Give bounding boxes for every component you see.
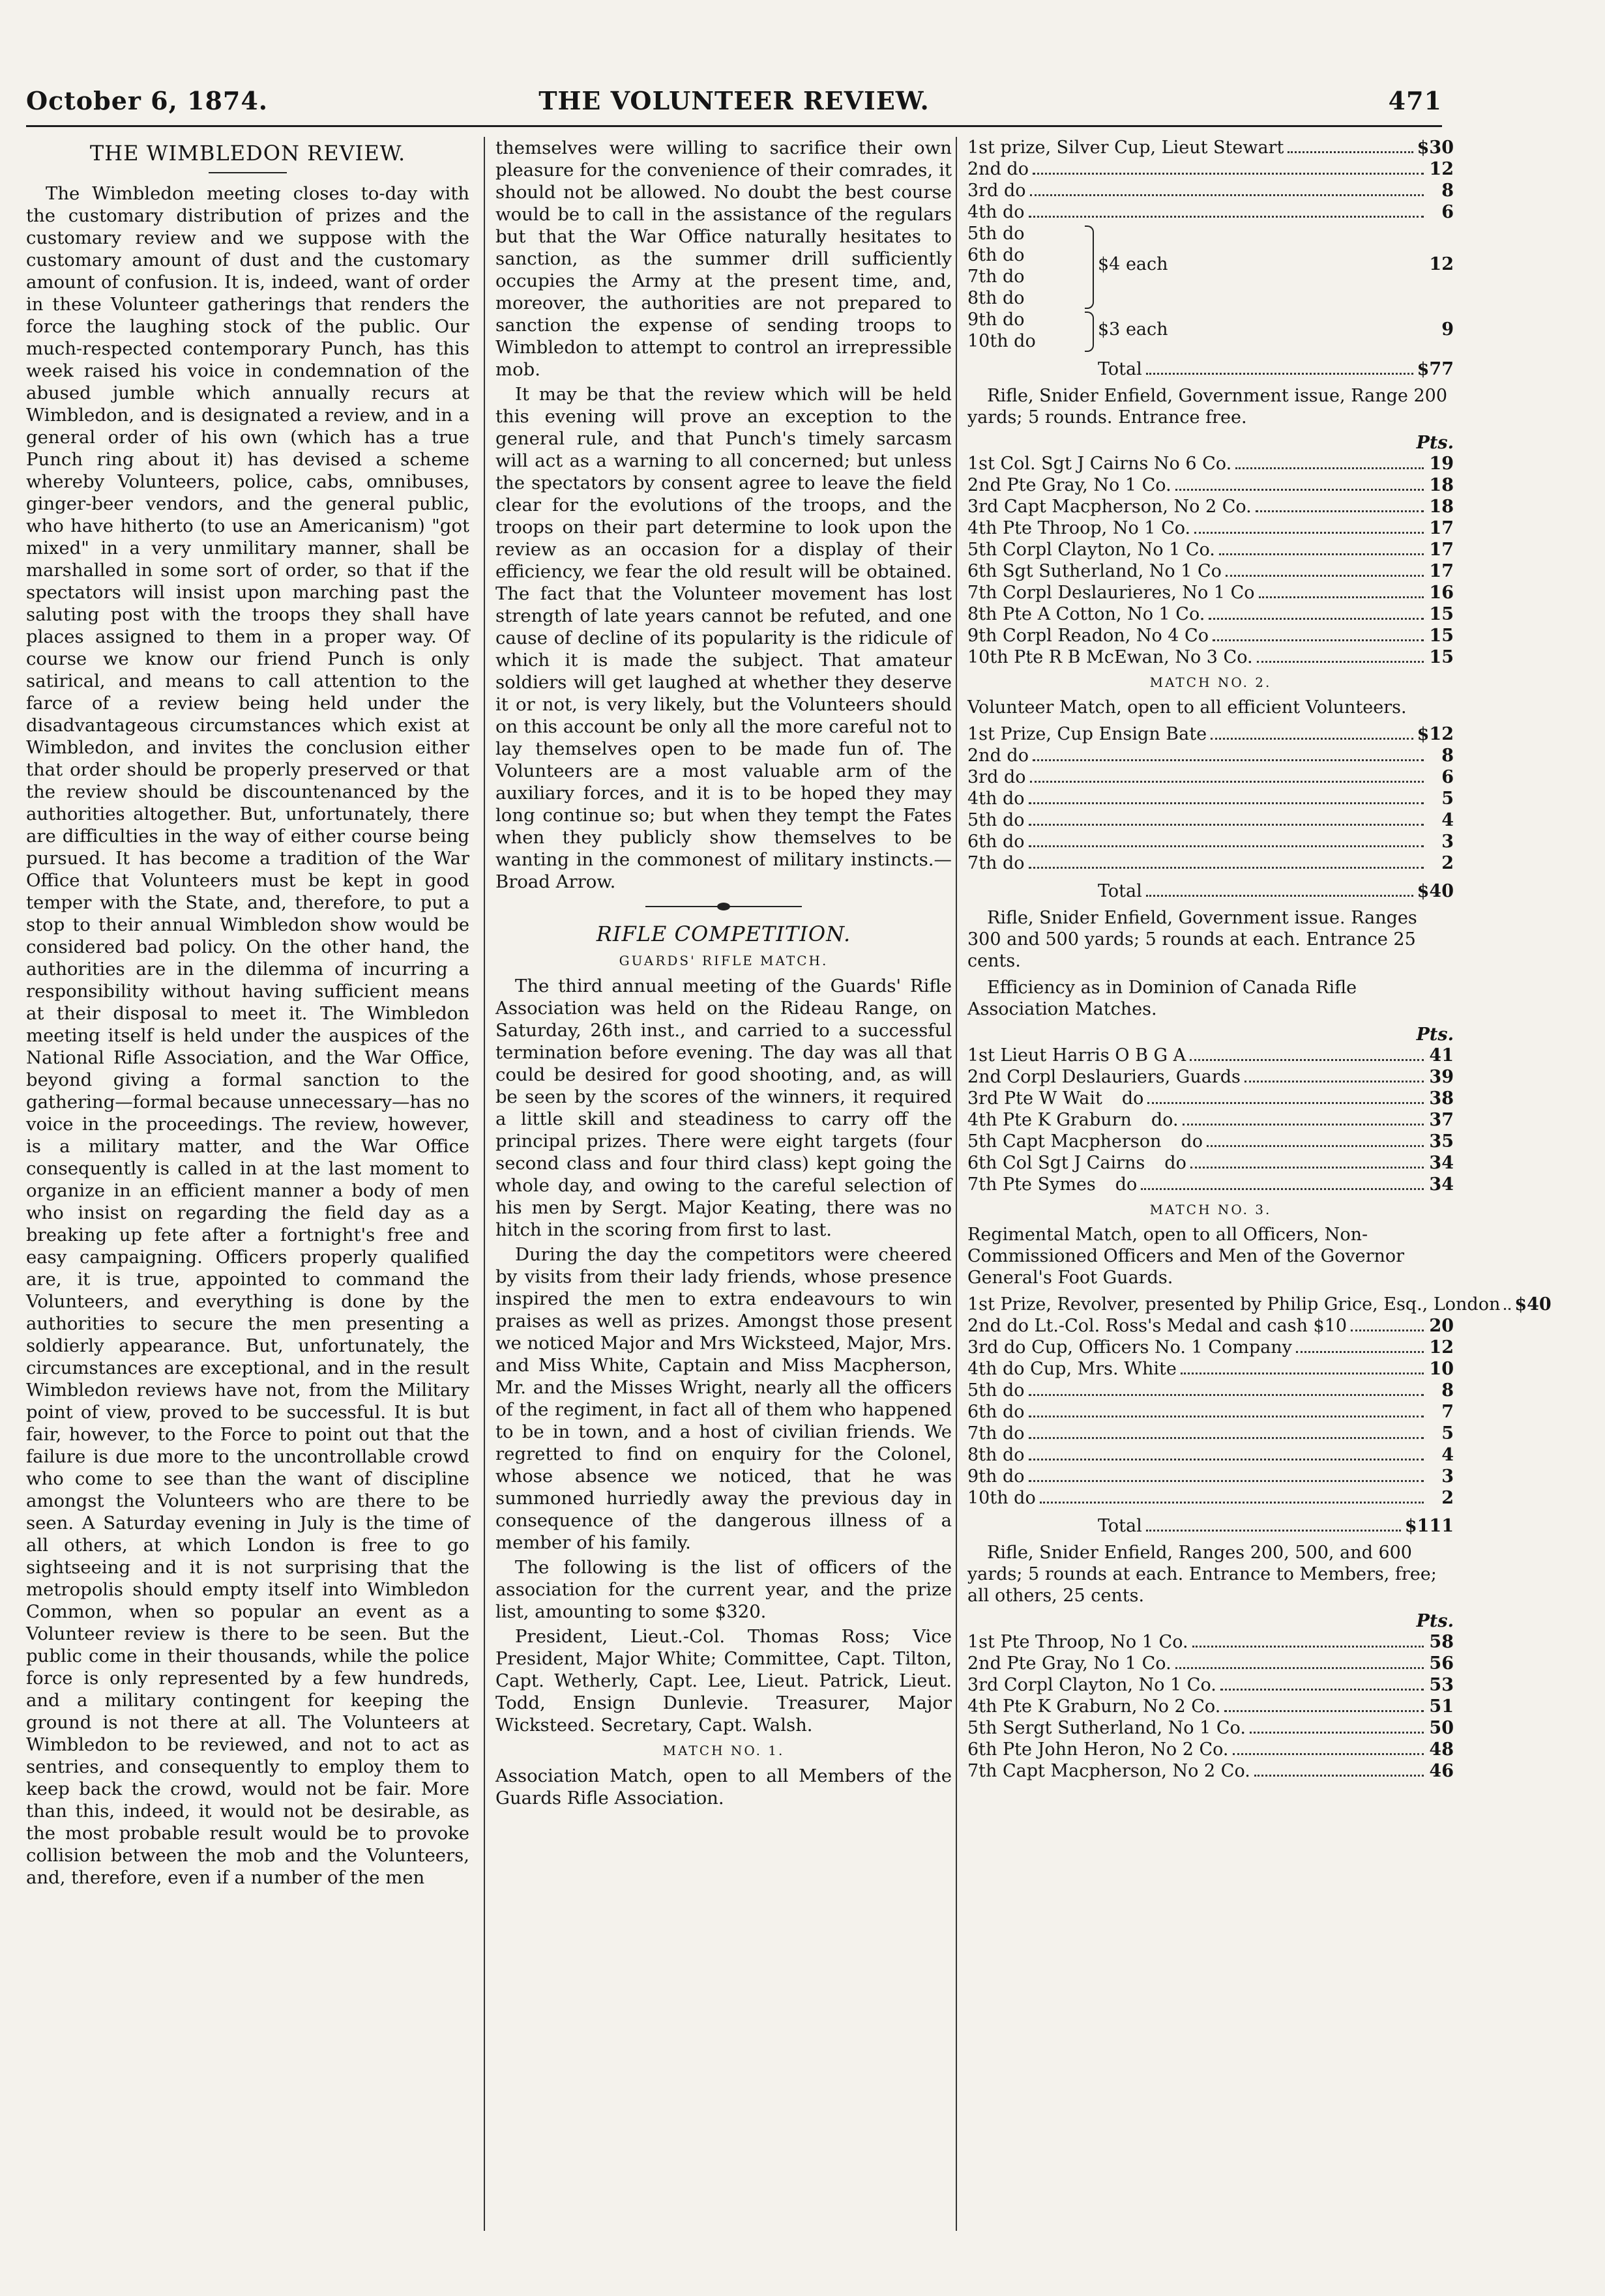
row-label: 2nd do [967, 746, 1029, 766]
match1-scores [967, 453, 1454, 668]
row-value: 58 [1429, 1632, 1454, 1652]
leader-dots [1029, 802, 1424, 804]
row-value: 18 [1429, 497, 1454, 517]
row-value: 51 [1429, 1696, 1454, 1717]
leader-dots [1029, 867, 1424, 869]
prize-row [967, 1294, 1552, 1315]
row-label: 2nd Pte Gray, No 1 Co. [967, 1653, 1171, 1674]
prize-group-3-each [967, 309, 1454, 352]
title-rule [209, 172, 287, 173]
leader-dots [1233, 1753, 1424, 1755]
row-label: 4th do [967, 789, 1025, 809]
row-label: 5th do [967, 1380, 1025, 1401]
leader-dots [1296, 1351, 1424, 1353]
row-label: 4th Pte K Graburn, No 2 Co. [967, 1696, 1221, 1717]
match-heading: MATCH NO. 2. [1149, 675, 1272, 690]
score-row [967, 517, 1454, 539]
row-value: 8 [1441, 1380, 1454, 1401]
leader-dots [1141, 1188, 1424, 1190]
match3-scores [967, 1631, 1454, 1782]
row-value: 17 [1429, 518, 1454, 538]
row-value: 18 [1429, 475, 1454, 495]
row-value: 17 [1429, 540, 1454, 560]
row-value: 56 [1429, 1653, 1454, 1674]
leader-dots [1192, 1646, 1424, 1648]
prize-row [967, 723, 1454, 745]
row-value: 48 [1429, 1739, 1454, 1760]
row-label: 3rd do [967, 181, 1026, 201]
group-value: 9 [1441, 319, 1454, 340]
row-value: 46 [1429, 1761, 1454, 1781]
leader-dots [1147, 1102, 1424, 1104]
row-label: 3rd Capt Macpherson, No 2 Co. [967, 497, 1252, 517]
leader-dots [1219, 553, 1424, 555]
total-row: Total $77 [1098, 359, 1454, 379]
prize-row [967, 1315, 1454, 1337]
row-label: 3rd do Cup, Officers No. 1 Company [967, 1337, 1292, 1358]
row-value: 15 [1429, 604, 1454, 624]
row-label: 7th Corpl Deslaurieres, No 1 Co [967, 583, 1255, 603]
leader-dots [1033, 759, 1424, 761]
row-unit: do [1181, 1131, 1203, 1152]
score-row [967, 1717, 1454, 1739]
row-label: 7th do [967, 267, 1025, 287]
leader-dots [1194, 532, 1424, 534]
row-label: 8th Pte A Cotton, No 1 Co. [967, 604, 1205, 624]
leader-dots [1213, 639, 1424, 641]
prize-row [967, 831, 1454, 852]
row-label: 2nd Pte Gray, No 1 Co. [967, 475, 1171, 495]
leader-dots [1244, 1081, 1424, 1083]
row-label: 4th Pte Throop, No 1 Co. [967, 518, 1191, 538]
leader-dots [1033, 173, 1424, 175]
leader-dots [1029, 1459, 1424, 1460]
row-label: 2nd do [967, 159, 1029, 179]
row-value: 3 [1441, 832, 1454, 852]
prize-row [967, 223, 1454, 244]
leader-dots [1190, 1059, 1424, 1061]
row-value: 4 [1441, 810, 1454, 830]
row-label: 7th do [967, 853, 1025, 873]
match-heading: MATCH NO. 1. [662, 1743, 785, 1758]
row-label: 6th Col Sgt J Cairns [967, 1153, 1145, 1173]
leader-dots [1207, 1145, 1424, 1147]
row-label: 1st Col. Sgt J Cairns No 6 Co. [967, 454, 1232, 474]
row-value: 8 [1441, 746, 1454, 766]
row-label: 5th do [967, 810, 1025, 830]
row-label: 7th Capt Macpherson, No 2 Co. [967, 1761, 1250, 1781]
row-value: 3 [1441, 1466, 1454, 1487]
row-label: 4th Pte K Graburn [967, 1110, 1132, 1130]
row-value: 12 [1429, 1337, 1454, 1358]
score-row [967, 474, 1454, 496]
row-label: 9th do [967, 1466, 1025, 1487]
prize-row [967, 788, 1454, 809]
column-1 [26, 137, 469, 2231]
article-paragraph: During the day the competitors were cheered by visits from their lady friends, whose presence inspired the men to extra endeavours to win praises as well as prizes. Amongst those present we noticed Major and Mrs Wicksteed, Major, Mrs. and Miss White, Captain and Miss Macpherson, Mr. and the Misses Wright, nearly all the officers of the regiment, in fact all of them who happened to be in town, and a host of civilian friends. We regretted to find on enquiry for the Colonel, whose absence we noticed, that he was summoned hurriedly away the previous day in consequence of the dangerous illness of a member of his family. [495, 1244, 952, 1553]
group-label: $4 each [1098, 254, 1168, 274]
brace [1085, 225, 1094, 309]
article-title-wimbledon: THE WIMBLEDON REVIEW. [89, 141, 406, 166]
match-description: Volunteer Match, open to all efficient Volunteers. [967, 697, 1407, 718]
points-unit: Pts. [1416, 433, 1454, 453]
leader-dots [1183, 1124, 1424, 1126]
row-label: 5th do [967, 224, 1025, 244]
row-label: 10th do [967, 1488, 1036, 1508]
row-label: 10th Pte R B McEwan, No 3 Co. [967, 647, 1253, 667]
prize-row [967, 1358, 1454, 1380]
article-paragraph: themselves were willing to sacrifice their own pleasure for the convenience of their comrades, it should not be allowed. No doubt the best course would be to call in the assistance of the regulars but that the War Office naturally hesitates to sanction, as the summer drill sufficiently occupies the Army at the present time, and, moreover, the authorities are not prepared to sanction the expense of sending troops to Wimbledon to attempt to control an irrepressible mob. [495, 138, 952, 380]
row-unit: do [1164, 1153, 1186, 1173]
row-label: 6th Pte John Heron, No 2 Co. [967, 1739, 1229, 1760]
row-label: 3rd Corpl Clayton, No 1 Co. [967, 1675, 1216, 1695]
prize-row [967, 287, 1454, 309]
row-label: 4th do Cup, Mrs. White [967, 1359, 1177, 1379]
header-rule [26, 125, 1442, 127]
prize-row [967, 809, 1454, 831]
score-row [967, 1739, 1454, 1760]
row-label: 1st prize, Silver Cup, Lieut Stewart [967, 138, 1284, 158]
row-value: 6 [1441, 767, 1454, 787]
match3-prize-list [967, 1294, 1552, 1509]
article-title-rifle: RIFLE COMPETITION. [596, 922, 851, 946]
prize-row [967, 745, 1454, 766]
prize-row [967, 766, 1454, 788]
score-row [967, 1674, 1454, 1696]
score-row [967, 1131, 1454, 1152]
row-label: 3rd Pte W Wait [967, 1088, 1102, 1109]
row-label: 2nd do Lt.-Col. Ross's Medal and cash $10 [967, 1316, 1347, 1336]
prize-row [967, 201, 1454, 223]
leader-dots [1181, 1373, 1424, 1374]
score-row [967, 1045, 1454, 1066]
leader-dots [1250, 1732, 1424, 1734]
score-row [967, 603, 1454, 625]
match-description: Association Match, open to all Members of the Guards Rifle Association. [495, 1766, 952, 1809]
match-heading: MATCH NO. 3. [1149, 1202, 1272, 1217]
match2-prize-list [967, 723, 1454, 874]
row-unit: do. [1151, 1110, 1179, 1130]
row-label: 7th do [967, 1423, 1025, 1444]
article-paragraph: President, Lieut.-Col. Thomas Ross; Vice President, Major White; Committee, Capt. Tilton, Capt. Wetherly, Capt. Lee, Lieut. Patrick, Lieut. Todd, Ensign Dunlevie. Treasurer, Major Wicksteed. Secretary, Capt. Walsh. [495, 1626, 952, 1736]
score-row [967, 1066, 1454, 1088]
row-label: 5th Sergt Sutherland, No 1 Co. [967, 1718, 1246, 1738]
prize-group-4-each [967, 223, 1454, 309]
row-value: 8 [1441, 181, 1454, 201]
leader-dots [1235, 467, 1424, 469]
row-value: 50 [1429, 1718, 1454, 1738]
row-label: 1st Lieut Harris O B G A [967, 1045, 1186, 1066]
prize-row [967, 180, 1454, 201]
prize-row [967, 1466, 1454, 1487]
leader-dots [1256, 510, 1424, 512]
prize-row [967, 1487, 1454, 1509]
row-label: 6th Sgt Sutherland, No 1 Co [967, 561, 1222, 581]
leader-dots [1029, 1480, 1424, 1482]
score-row [967, 1109, 1454, 1131]
article-paragraph: It may be that the review which will be held this evening will prove an exception to the general rule, and that Punch's timely sarcasm will act as a warning to all concerned; but unless the spectators by consent agree to leave the field clear for the evolutions of the troops, and the troops on their part determine to look upon the review as an occasion for a display of their efficiency, we fear the old result will be obtained. The fact that the Volunteer movement has lost strength of late years cannot be refuted, and one cause of decline of its popularity is the ridicule of which it is made the subject. That amateur soldiers will get laughed at whether they deserve it or not, is very likely, but the Volunteers should on this account be only all the more careful not to lay themselves open to be made fun of. The Volunteers are a most valuable arm of the auxiliary forces, and it is to be hoped they may long continue so; but when they tempt the Fates when they publicly show themselves to be wanting in the commonest of military instincts.—Broad Arrow. [495, 384, 952, 892]
row-value: 15 [1429, 626, 1454, 646]
row-value: 7 [1441, 1402, 1454, 1422]
row-value: 20 [1429, 1316, 1454, 1336]
score-row [967, 582, 1454, 603]
row-label: 1st Pte Throop, No 1 Co. [967, 1632, 1188, 1652]
row-label: 9th do [967, 310, 1025, 330]
prize-row [967, 1423, 1454, 1444]
leader-dots [1288, 151, 1413, 153]
leader-dots [1029, 216, 1424, 218]
leader-dots [1190, 1167, 1424, 1169]
leader-dots [1175, 1667, 1424, 1669]
group-value: 12 [1429, 254, 1454, 274]
prize-row [967, 1337, 1454, 1358]
prize-row [967, 330, 1454, 352]
row-label: 6th do [967, 832, 1025, 852]
leader-dots [1209, 618, 1424, 620]
score-row [967, 625, 1454, 647]
match-spec: Rifle, Snider Enfield, Government issue, Range 200 yards; 5 rounds. Entrance free. [967, 386, 1448, 428]
prize-row [967, 158, 1454, 180]
leader-dots [1226, 575, 1424, 577]
leader-dots [1030, 781, 1424, 783]
score-row [967, 1653, 1454, 1674]
match2-scores [967, 1045, 1454, 1195]
prize-row [967, 309, 1454, 330]
row-value: 34 [1429, 1153, 1454, 1173]
row-label: 1st Prize, Cup Ensign Bate [967, 724, 1207, 744]
match-description: Regimental Match, open to all Officers, Non-Commissioned Officers and Men of the Governor General's Foot Guards. [967, 1225, 1405, 1288]
column-3 [956, 137, 1552, 2231]
leader-dots [1351, 1330, 1424, 1331]
score-row [967, 560, 1454, 582]
article-paragraph: The Wimbledon meeting closes to-day with the customary distribution of prizes and the customary review and we suppose with the customary amount of dust and the customary amount of confusion. It is, indeed, want of order in these Volunteer gatherings that renders the force the laughing stock of the public. Our much-respected contemporary Punch, has this week raised his voice in condemnation of the abused jumble which annually recurs at Wimbledon, and is designated a review, and in a general order of his own (which has a true Punch ring about it) has devised a scheme whereby Volunteers, police, cabs, omnibuses, ginger-beer vendors, and the general public, who have hitherto (to use an Americanism) "got mixed" in a very unmilitary manner, shall be marshalled in some sort of order, so that if the spectators will insist upon marching past the saluting post with the troops they shall have places assigned to them in a proper way. Of course we know our friend Punch is only satirical, and means to call attention to the farce of a review being held under the disadvantageous circumstances which exist at Wimbledon, and invites the conclusion either that order should be properly preserved or that the review should be discountenanced by the authorities altogether. But, unfortunately, there are difficulties in the way of either course being pursued. It has become a tradition of the War Office that Volunteers must be kept in good temper with the State, and, therefore, to put a stop to their annual Wimbledon show would be considered bad policy. On the other hand, the authorities are in the dilemma of incurring a responsibility without having sufficient means at their disposal to meet it. The Wimbledon meeting itself is held under the auspices of the National Rifle Association, and the War Office, beyond giving a formal sanction to the gathering—formal because unnecessary—has no voice in the proceedings. The review, however, is a military matter, and the War Office consequently is called in at the last moment to organize in an efficient manner a body of men who insist on regarding the field day as a breaking up fete after a fortnight's free and easy campaigning. Officers properly qualified are, it is true, appointed to command the Volunteers, and everything is done by the authorities to secure the men presenting a soldierly appearance. But, unfortunately, the circumstances are exceptional, and in the result Wimbledon reviews have not, from the Military point of view, proved to be successful. It is but fair, however, to the Force to point out that the failure is due more to the uncontrollable crowd who come to see than the want of discipline amongst the Volunteers who are there to be seen. A Saturday evening in July is the time of all others, at which London is free to go sightseeing and it is not surprising that the metropolis should empty itself into Wimbledon Common, when so popular an event as a Volunteer review is there to be seen. But the public come in their thousands, while the police force is only represented by a few hundreds, and a military contingent for keeping the ground is not there at all. The Volunteers at Wimbledon to be reviewed, and not to act as sentries, and consequently to employ them to keep back the crowd, would not be fair. More than this, indeed, it would not be desirable, as the most probable result would be to provoke collision between the mob and the Volunteers, and, therefore, even if a number of the men [26, 183, 469, 1888]
row-value: 5 [1441, 789, 1454, 809]
prize-row [967, 266, 1454, 287]
prize-row [967, 244, 1454, 266]
leader-dots [1504, 1308, 1510, 1310]
row-label: 3rd do [967, 767, 1026, 787]
row-label: 5th Capt Macpherson [967, 1131, 1162, 1152]
row-label: 7th Pte Symes [967, 1174, 1096, 1195]
score-row [967, 1696, 1454, 1717]
score-row [967, 1631, 1454, 1653]
match-spec: Rifle, Snider Enfield, Government issue. Ranges 300 and 500 yards; 5 rounds at each. Entrance 25 cents. [967, 908, 1417, 971]
page-number: 471 [1388, 86, 1442, 115]
row-value: 34 [1429, 1174, 1454, 1195]
row-value: 15 [1429, 647, 1454, 667]
row-unit: do [1121, 1088, 1144, 1109]
total-row: Total $40 [1098, 881, 1454, 901]
leader-dots [1029, 845, 1424, 847]
leader-dots [1030, 194, 1424, 196]
row-value: 5 [1441, 1423, 1454, 1444]
row-label: 2nd Corpl Deslauriers, Guards [967, 1067, 1241, 1087]
leader-dots [1257, 661, 1424, 663]
row-value: 41 [1429, 1045, 1454, 1066]
page-header [26, 86, 1442, 125]
row-label: 6th do [967, 245, 1025, 265]
row-label: 6th do [967, 1402, 1025, 1422]
column-2 [484, 137, 952, 2231]
leader-dots [1220, 1689, 1424, 1691]
row-label: 9th Corpl Readon, No 4 Co [967, 626, 1209, 646]
article-subtitle: GUARDS' RIFLE MATCH. [619, 953, 829, 968]
row-value: 16 [1429, 583, 1454, 603]
row-label: 8th do [967, 1445, 1025, 1465]
row-value: 19 [1429, 454, 1454, 474]
match-spec: Rifle, Snider Enfield, Ranges 200, 500, and 600 yards; 5 rounds at each. Entrance to Members, free; all others, 25 cents. [967, 1543, 1437, 1606]
prize-row [967, 1444, 1454, 1466]
points-unit: Pts. [1416, 1024, 1454, 1045]
section-divider [645, 906, 802, 907]
row-label: 4th do [967, 202, 1025, 222]
score-row [967, 1088, 1454, 1109]
row-label: 1st Prize, Revolver, presented by Philip Grice, Esq., London [967, 1294, 1501, 1315]
row-value: 37 [1429, 1110, 1454, 1130]
leader-dots [1224, 1710, 1424, 1712]
article-paragraph: The third annual meeting of the Guards' Rifle Association was held on the Rideau Range, on Saturday, 26th inst., and carried to a successful termination before evening. The day was all that could be desired for good shooting, and, as will be seen by the scores of the winners, it required a little skill and steadiness to carry off the principal prizes. There were eight targets (four second class and four third class) kept going the whole day, and owing to the careful selection of his men by Sergt. Major Keating, there was no hitch in the scoring from first to last. [495, 976, 952, 1240]
row-unit: do [1115, 1174, 1138, 1195]
total-row: Total $111 [1098, 1516, 1454, 1536]
row-label: 10th do [967, 331, 1036, 351]
brace [1085, 312, 1094, 352]
prize-row [967, 852, 1454, 874]
score-row [967, 539, 1454, 560]
score-row [967, 453, 1454, 474]
leader-dots [1029, 1394, 1424, 1396]
points-unit: Pts. [1416, 1611, 1454, 1631]
score-row [967, 1152, 1454, 1174]
prize-row [967, 1380, 1454, 1401]
leader-dots [1029, 1416, 1424, 1417]
row-value: 4 [1441, 1445, 1454, 1465]
row-value: 39 [1429, 1067, 1454, 1087]
leader-dots [1175, 489, 1424, 491]
score-row [967, 496, 1454, 517]
row-value: 10 [1429, 1359, 1454, 1379]
row-value: 38 [1429, 1088, 1454, 1109]
row-value: 2 [1441, 1488, 1454, 1508]
leader-dots [1040, 1502, 1424, 1504]
prize-row [967, 1401, 1454, 1423]
row-value: 17 [1429, 561, 1454, 581]
score-row [967, 1760, 1454, 1782]
leader-dots [1254, 1775, 1424, 1777]
row-value: 2 [1441, 853, 1454, 873]
match1-prize-list [967, 137, 1454, 223]
leader-dots [1029, 824, 1424, 826]
match-spec: Efficiency as in Dominion of Canada Rifle Association Matches. [967, 978, 1357, 1019]
row-value: 53 [1429, 1675, 1454, 1695]
score-row [967, 1174, 1454, 1195]
leader-dots [1029, 1437, 1424, 1439]
row-value: 6 [1441, 202, 1454, 222]
issue-date: October 6, 1874. [26, 86, 269, 115]
row-value: $30 [1417, 138, 1454, 158]
score-row [967, 647, 1454, 668]
row-label: 5th Corpl Clayton, No 1 Co. [967, 540, 1215, 560]
row-value: 12 [1429, 159, 1454, 179]
leader-dots [1259, 596, 1424, 598]
row-value: $40 [1514, 1294, 1552, 1315]
leader-dots [1211, 738, 1413, 740]
group-label: $3 each [1098, 319, 1168, 340]
prize-row [967, 137, 1454, 158]
row-value: 35 [1429, 1131, 1454, 1152]
publication-title: THE VOLUNTEER REVIEW. [538, 86, 930, 115]
row-value: $12 [1417, 724, 1454, 744]
article-paragraph: The following is the list of officers of the association for the current year, and the prize list, amounting to some $320. [495, 1557, 952, 1622]
row-label: 8th do [967, 288, 1025, 308]
